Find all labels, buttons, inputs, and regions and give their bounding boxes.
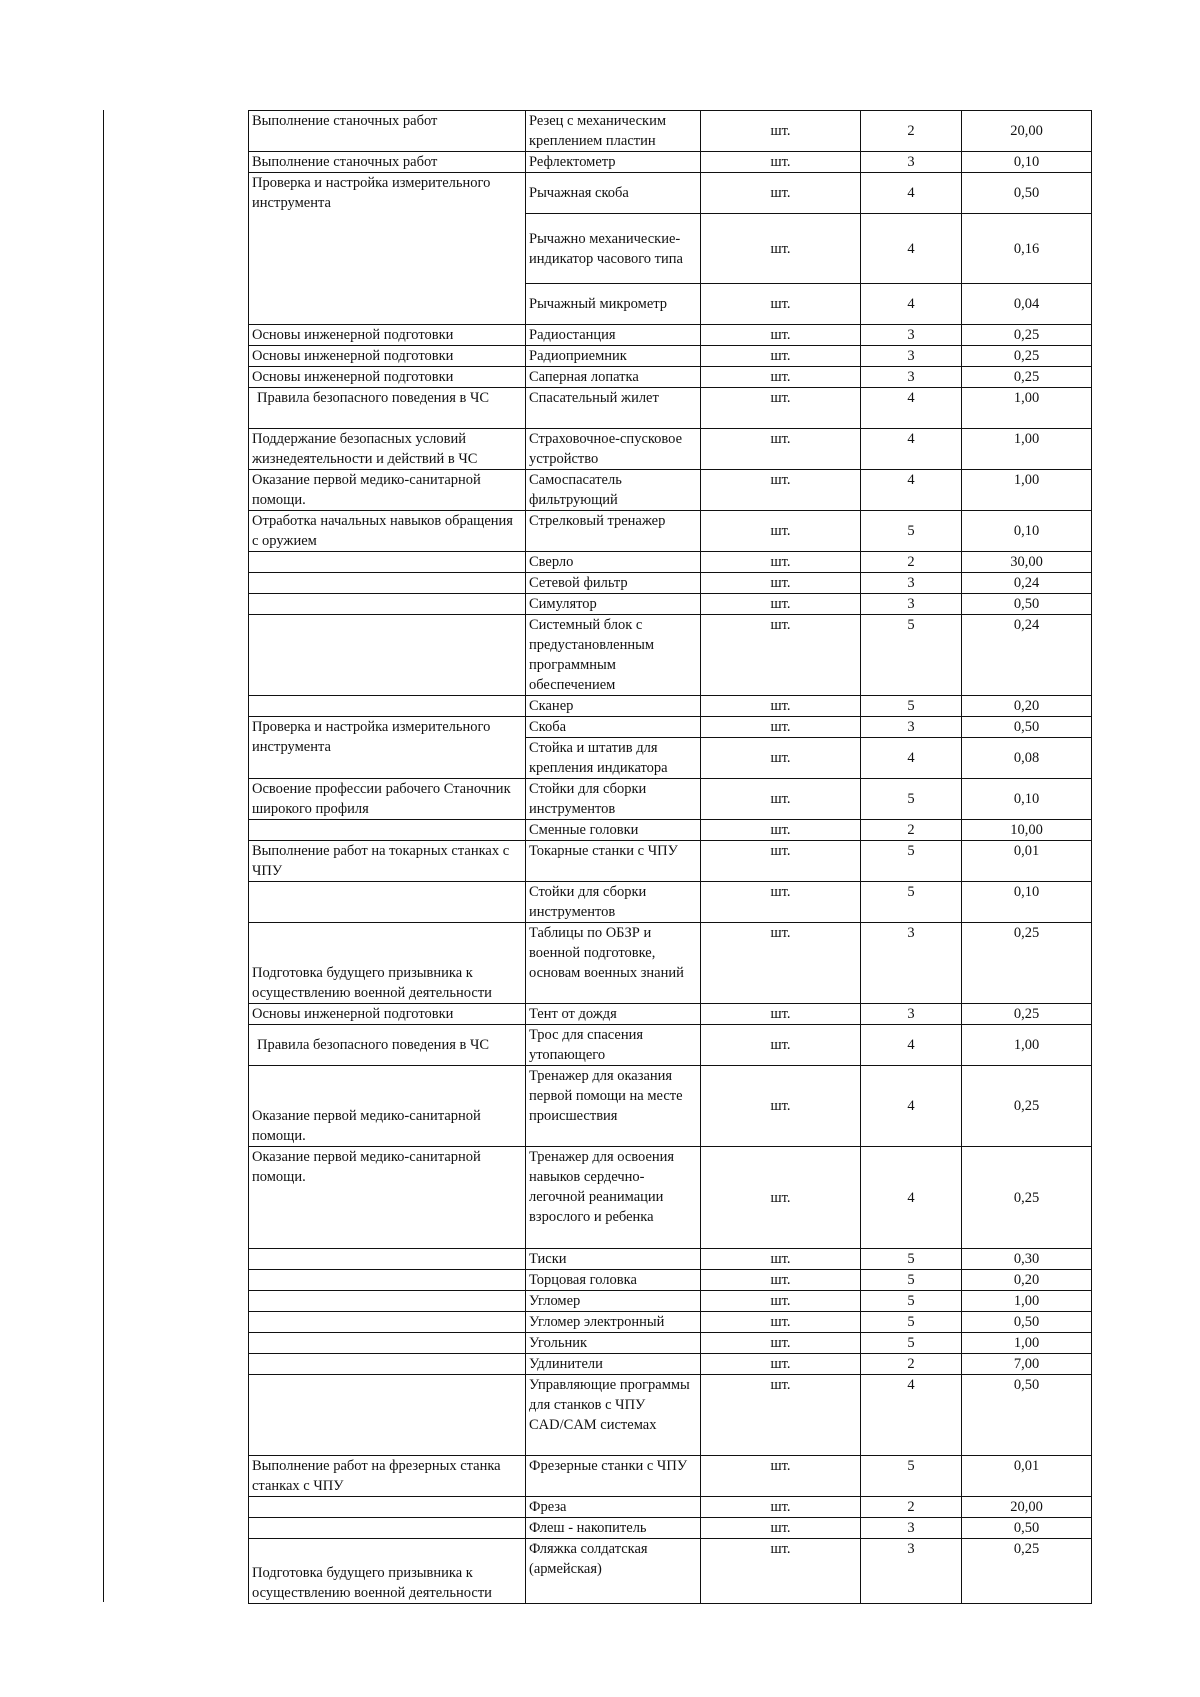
value-cell: 0,25: [962, 325, 1092, 346]
value-cell: 20,00: [962, 111, 1092, 152]
qty-cell: 2: [861, 552, 962, 573]
qty-cell: 4: [861, 388, 962, 429]
topic-cell: Оказание первой медико-санитарной помощи.: [249, 1066, 526, 1147]
table-row: [249, 1539, 1092, 1604]
qty-cell: 4: [861, 284, 962, 325]
qty-cell: 5: [861, 1270, 962, 1291]
table-row: [249, 346, 1092, 367]
topic-cell: Основы инженерной подготовки: [249, 1004, 526, 1025]
item-cell: Угольник: [526, 1333, 701, 1354]
unit-cell: шт.: [701, 1066, 861, 1147]
item-cell: Токарные станки с ЧПУ: [526, 841, 701, 882]
unit-cell: шт.: [701, 152, 861, 173]
value-cell: 0,30: [962, 1249, 1092, 1270]
qty-cell: 5: [861, 882, 962, 923]
unit-cell: шт.: [701, 820, 861, 841]
topic-cell: [249, 820, 526, 841]
qty-cell: 5: [861, 1456, 962, 1497]
topic-cell: [249, 1312, 526, 1333]
table-row: [249, 717, 1092, 738]
topic-cell: Выполнение работ на токарных станках с ЧПУ: [249, 841, 526, 882]
topic-cell: Выполнение станочных работ: [249, 152, 526, 173]
unit-cell: шт.: [701, 1375, 861, 1456]
value-cell: 0,50: [962, 1518, 1092, 1539]
item-cell: Фрезерные станки с ЧПУ: [526, 1456, 701, 1497]
qty-cell: 4: [861, 1066, 962, 1147]
value-cell: 0,01: [962, 841, 1092, 882]
qty-cell: 4: [861, 429, 962, 470]
table-row: [249, 1147, 1092, 1249]
item-cell: Рычажно механические-индикатор часового типа: [526, 214, 701, 284]
qty-cell: 4: [861, 1025, 962, 1066]
value-cell: 0,25: [962, 1147, 1092, 1249]
qty-cell: 4: [861, 173, 962, 214]
value-cell: 1,00: [962, 1291, 1092, 1312]
qty-cell: 4: [861, 1147, 962, 1249]
topic-cell: [249, 573, 526, 594]
table-row: [249, 594, 1092, 615]
value-cell: 0,10: [962, 779, 1092, 820]
table-row: [249, 429, 1092, 470]
qty-cell: 3: [861, 573, 962, 594]
topic-cell: [249, 1249, 526, 1270]
unit-cell: шт.: [701, 470, 861, 511]
topic-cell: Правила безопасного поведения в ЧС: [249, 1025, 526, 1066]
qty-cell: 3: [861, 717, 962, 738]
unit-cell: шт.: [701, 882, 861, 923]
unit-cell: шт.: [701, 1354, 861, 1375]
value-cell: 30,00: [962, 552, 1092, 573]
qty-cell: 3: [861, 594, 962, 615]
unit-cell: шт.: [701, 325, 861, 346]
unit-cell: шт.: [701, 717, 861, 738]
qty-cell: 2: [861, 1497, 962, 1518]
topic-cell: Основы инженерной подготовки: [249, 325, 526, 346]
item-cell: Тент от дождя: [526, 1004, 701, 1025]
qty-cell: 4: [861, 470, 962, 511]
topic-cell: Подготовка будущего призывника к осуществлению военной деятельности: [249, 923, 526, 1004]
value-cell: 0,25: [962, 1539, 1092, 1604]
value-cell: 0,08: [962, 738, 1092, 779]
qty-cell: 5: [861, 1333, 962, 1354]
topic-cell: [249, 552, 526, 573]
item-cell: Фреза: [526, 1497, 701, 1518]
unit-cell: шт.: [701, 284, 861, 325]
topic-cell: Правила безопасного поведения в ЧС: [249, 388, 526, 429]
qty-cell: 4: [861, 1375, 962, 1456]
table-row: [249, 1518, 1092, 1539]
table-row: [249, 1312, 1092, 1333]
table-row: [249, 470, 1092, 511]
value-cell: 10,00: [962, 820, 1092, 841]
qty-cell: 3: [861, 1539, 962, 1604]
unit-cell: шт.: [701, 1291, 861, 1312]
table-row: [249, 1066, 1092, 1147]
qty-cell: 3: [861, 152, 962, 173]
table-row: [249, 388, 1092, 429]
unit-cell: шт.: [701, 594, 861, 615]
unit-cell: шт.: [701, 1518, 861, 1539]
qty-cell: 2: [861, 1354, 962, 1375]
table-row: [249, 325, 1092, 346]
item-cell: Стойка и штатив для крепления индикатора: [526, 738, 701, 779]
topic-cell: Основы инженерной подготовки: [249, 346, 526, 367]
item-cell: Сканер: [526, 696, 701, 717]
unit-cell: шт.: [701, 1333, 861, 1354]
unit-cell: шт.: [701, 1004, 861, 1025]
item-cell: Управляющие программы для станков с ЧПУ CAD/CAM системах: [526, 1375, 701, 1456]
unit-cell: шт.: [701, 923, 861, 1004]
item-cell: Стрелковый тренажер: [526, 511, 701, 552]
item-cell: Удлинители: [526, 1354, 701, 1375]
value-cell: 0,10: [962, 882, 1092, 923]
unit-cell: шт.: [701, 1270, 861, 1291]
value-cell: 20,00: [962, 1497, 1092, 1518]
unit-cell: шт.: [701, 1312, 861, 1333]
value-cell: 0,10: [962, 152, 1092, 173]
item-cell: Самоспасатель фильтрующий: [526, 470, 701, 511]
topic-cell: Выполнение станочных работ: [249, 111, 526, 152]
item-cell: Рефлектометр: [526, 152, 701, 173]
unit-cell: шт.: [701, 738, 861, 779]
table-row: [249, 1333, 1092, 1354]
unit-cell: шт.: [701, 388, 861, 429]
item-cell: Флеш - накопитель: [526, 1518, 701, 1539]
unit-cell: шт.: [701, 779, 861, 820]
item-cell: Рычажный микрометр: [526, 284, 701, 325]
value-cell: 0,20: [962, 1270, 1092, 1291]
topic-cell: Поддержание безопасных условий жизнедеятельности и действий в ЧС: [249, 429, 526, 470]
item-cell: Тиски: [526, 1249, 701, 1270]
value-cell: 0,50: [962, 594, 1092, 615]
topic-cell: [249, 594, 526, 615]
item-cell: Торцовая головка: [526, 1270, 701, 1291]
table-row: [249, 173, 1092, 214]
unit-cell: шт.: [701, 1147, 861, 1249]
item-cell: Скоба: [526, 717, 701, 738]
item-cell: Страховочное-спусковое устройство: [526, 429, 701, 470]
item-cell: Тренажер для освоения навыков сердечно-легочной реанимации взрослого и ребенка: [526, 1147, 701, 1249]
item-cell: Симулятор: [526, 594, 701, 615]
item-cell: Стойки для сборки инструментов: [526, 882, 701, 923]
item-cell: Радиостанция: [526, 325, 701, 346]
value-cell: 0,16: [962, 214, 1092, 284]
topic-cell: Освоение профессии рабочего Станочник широкого профиля: [249, 779, 526, 820]
topic-cell: Подготовка будущего призывника к осуществлению военной деятельности: [249, 1539, 526, 1604]
value-cell: 0,50: [962, 1375, 1092, 1456]
value-cell: 0,24: [962, 615, 1092, 696]
value-cell: 1,00: [962, 470, 1092, 511]
item-cell: Сменные головки: [526, 820, 701, 841]
qty-cell: 4: [861, 738, 962, 779]
unit-cell: шт.: [701, 1456, 861, 1497]
value-cell: 0,04: [962, 284, 1092, 325]
item-cell: Радиоприемник: [526, 346, 701, 367]
value-cell: 0,25: [962, 923, 1092, 1004]
unit-cell: шт.: [701, 1497, 861, 1518]
table-row: [249, 696, 1092, 717]
unit-cell: шт.: [701, 111, 861, 152]
table-row: [249, 1375, 1092, 1456]
value-cell: 0,25: [962, 1066, 1092, 1147]
value-cell: 0,50: [962, 1312, 1092, 1333]
topic-cell: Выполнение работ на фрезерных станка станках с ЧПУ: [249, 1456, 526, 1497]
table-row: [249, 841, 1092, 882]
topic-cell: [249, 1270, 526, 1291]
value-cell: 0,25: [962, 367, 1092, 388]
equipment-table: [248, 110, 1092, 1604]
unit-cell: шт.: [701, 573, 861, 594]
item-cell: Рычажная скоба: [526, 173, 701, 214]
item-cell: Стойки для сборки инструментов: [526, 779, 701, 820]
value-cell: 0,25: [962, 1004, 1092, 1025]
table-row: [249, 1456, 1092, 1497]
table-row: [249, 1004, 1092, 1025]
unit-cell: шт.: [701, 511, 861, 552]
topic-cell: Основы инженерной подготовки: [249, 367, 526, 388]
unit-cell: шт.: [701, 1539, 861, 1604]
qty-cell: 5: [861, 1312, 962, 1333]
unit-cell: шт.: [701, 367, 861, 388]
item-cell: Сверло: [526, 552, 701, 573]
unit-cell: шт.: [701, 615, 861, 696]
table-row: [249, 1354, 1092, 1375]
qty-cell: 5: [861, 615, 962, 696]
unit-cell: шт.: [701, 173, 861, 214]
qty-cell: 5: [861, 779, 962, 820]
qty-cell: 5: [861, 1291, 962, 1312]
unit-cell: шт.: [701, 696, 861, 717]
item-cell: Фляжка солдатская (армейская): [526, 1539, 701, 1604]
topic-cell: Отработка начальных навыков обращения с оружием: [249, 511, 526, 552]
unit-cell: шт.: [701, 346, 861, 367]
table-row: [249, 573, 1092, 594]
table-row: [249, 1497, 1092, 1518]
unit-cell: шт.: [701, 841, 861, 882]
qty-cell: 5: [861, 1249, 962, 1270]
table-row: [249, 820, 1092, 841]
item-cell: Таблицы по ОБЗР и военной подготовке, основам военных знаний: [526, 923, 701, 1004]
unit-cell: шт.: [701, 1025, 861, 1066]
table-row: [249, 1025, 1092, 1066]
topic-cell: [249, 1375, 526, 1456]
table-row: [249, 367, 1092, 388]
qty-cell: 4: [861, 214, 962, 284]
item-cell: Тренажер для оказания первой помощи на месте происшествия: [526, 1066, 701, 1147]
topic-cell: [249, 696, 526, 717]
value-cell: 1,00: [962, 1333, 1092, 1354]
item-cell: Угломер электронный: [526, 1312, 701, 1333]
topic-cell: [249, 1497, 526, 1518]
value-cell: 0,24: [962, 573, 1092, 594]
qty-cell: 5: [861, 841, 962, 882]
unit-cell: шт.: [701, 552, 861, 573]
item-cell: Угломер: [526, 1291, 701, 1312]
table-row: [249, 615, 1092, 696]
value-cell: 0,10: [962, 511, 1092, 552]
topic-cell: Проверка и настройка измерительного инструмента: [249, 717, 526, 779]
value-cell: 0,50: [962, 717, 1092, 738]
table-row: [249, 111, 1092, 152]
topic-cell: Оказание первой медико-санитарной помощи.: [249, 470, 526, 511]
table-row: [249, 1270, 1092, 1291]
qty-cell: 5: [861, 511, 962, 552]
table-row: [249, 1249, 1092, 1270]
item-cell: Спасательный жилет: [526, 388, 701, 429]
qty-cell: 3: [861, 1004, 962, 1025]
item-cell: Системный блок с предустановленным программным обеспечением: [526, 615, 701, 696]
value-cell: 0,25: [962, 346, 1092, 367]
table-row: [249, 152, 1092, 173]
qty-cell: 3: [861, 1518, 962, 1539]
topic-cell: Проверка и настройка измерительного инструмента: [249, 173, 526, 325]
item-cell: Трос для спасения утопающего: [526, 1025, 701, 1066]
table-row: [249, 779, 1092, 820]
unit-cell: шт.: [701, 429, 861, 470]
qty-cell: 3: [861, 346, 962, 367]
topic-cell: Оказание первой медико-санитарной помощи.: [249, 1147, 526, 1249]
table-row: [249, 1291, 1092, 1312]
table-row: [249, 511, 1092, 552]
qty-cell: 2: [861, 820, 962, 841]
table-row: [249, 552, 1092, 573]
value-cell: 0,20: [962, 696, 1092, 717]
left-margin-rule: [103, 110, 104, 1602]
value-cell: 0,01: [962, 1456, 1092, 1497]
topic-cell: [249, 882, 526, 923]
value-cell: 7,00: [962, 1354, 1092, 1375]
qty-cell: 3: [861, 325, 962, 346]
value-cell: 1,00: [962, 1025, 1092, 1066]
table-row: [249, 923, 1092, 1004]
qty-cell: 5: [861, 696, 962, 717]
table-row: [249, 882, 1092, 923]
qty-cell: 3: [861, 367, 962, 388]
topic-cell: [249, 1518, 526, 1539]
value-cell: 0,50: [962, 173, 1092, 214]
unit-cell: шт.: [701, 1249, 861, 1270]
topic-cell: [249, 1333, 526, 1354]
topic-cell: [249, 615, 526, 696]
item-cell: Саперная лопатка: [526, 367, 701, 388]
item-cell: Резец с механическим креплением пластин: [526, 111, 701, 152]
item-cell: Сетевой фильтр: [526, 573, 701, 594]
unit-cell: шт.: [701, 214, 861, 284]
qty-cell: 2: [861, 111, 962, 152]
qty-cell: 3: [861, 923, 962, 1004]
topic-cell: [249, 1354, 526, 1375]
value-cell: 1,00: [962, 429, 1092, 470]
value-cell: 1,00: [962, 388, 1092, 429]
topic-cell: [249, 1291, 526, 1312]
